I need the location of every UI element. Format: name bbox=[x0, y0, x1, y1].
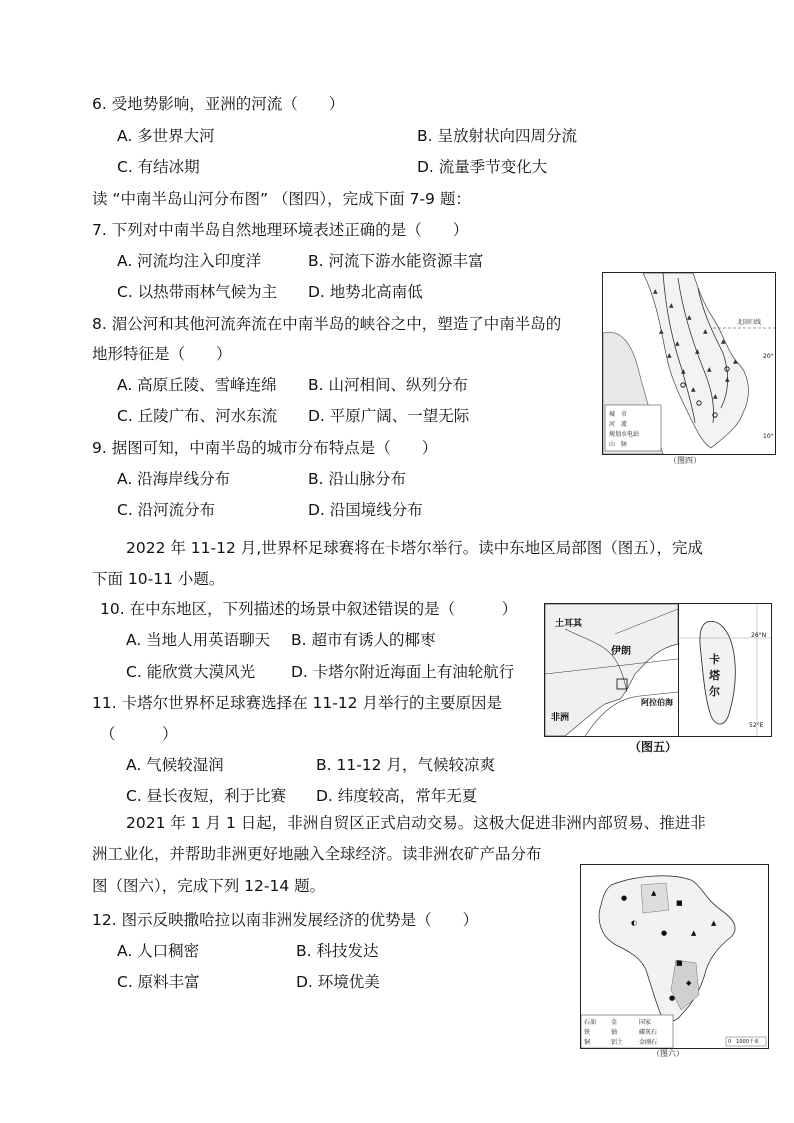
svg-text:▲: ▲ bbox=[691, 929, 697, 937]
svg-text:▲: ▲ bbox=[711, 919, 717, 927]
legend-gold: 金 bbox=[611, 1019, 618, 1026]
q11-stem-cont: （ ） bbox=[100, 725, 178, 743]
q9-option-a: A. 沿海岸线分布 bbox=[117, 470, 231, 488]
legend-city: 城 市 bbox=[609, 411, 628, 418]
turkey-label: 土耳其 bbox=[555, 619, 583, 629]
lat-10-label: 10° bbox=[763, 433, 774, 440]
qatar-label: 卡塔尔 bbox=[709, 653, 720, 698]
legend-diamond: 金刚石 bbox=[639, 1039, 658, 1046]
svg-text:▲: ▲ bbox=[721, 338, 726, 345]
q7-option-c: C. 以热带雨林气候为主 bbox=[117, 283, 278, 301]
svg-text:▲: ▲ bbox=[687, 314, 692, 321]
legend-iron: 铁 bbox=[584, 1029, 591, 1036]
reading-instruction-2-line1: 2022 年 11-12 月,世界杯足球赛将在卡塔尔举行。读中东地区局部图（图五），完成 bbox=[126, 539, 703, 557]
svg-text:●: ● bbox=[669, 994, 676, 1002]
q8-stem-cont: 地形特征是（ ） bbox=[92, 345, 232, 363]
q10-stem: 10. 在中东地区，下列描述的场景中叙述错误的是（ ） bbox=[100, 600, 518, 618]
q8-stem: 8. 湄公河和其他河流奔流在中南半岛的峡谷之中，塑造了中南半岛的 bbox=[92, 315, 562, 333]
svg-text:▲: ▲ bbox=[703, 328, 708, 335]
figure-5-caption: （图五） bbox=[629, 740, 678, 754]
legend-river: 河 流 bbox=[609, 421, 628, 428]
svg-text:●: ● bbox=[661, 929, 668, 937]
svg-text:▲: ▲ bbox=[659, 328, 664, 335]
q12-stem: 12. 图示反映撒哈拉以南非洲发展经济的优势是（ ） bbox=[92, 911, 479, 929]
legend-oil: 石油 bbox=[584, 1019, 597, 1026]
q9-option-c: C. 沿河流分布 bbox=[117, 501, 216, 519]
q6-option-a: A. 多世界大河 bbox=[117, 127, 215, 145]
lon-52e-label: 52°E bbox=[749, 722, 764, 729]
svg-text:▲: ▲ bbox=[653, 288, 658, 295]
svg-text:▲: ▲ bbox=[695, 348, 700, 355]
figure-6-africa-resources-map bbox=[580, 864, 769, 1049]
svg-text:■: ■ bbox=[676, 959, 683, 967]
q11-option-c: C. 昼长夜短，利于比赛 bbox=[126, 787, 287, 805]
legend-mountain: 山 脉 bbox=[609, 441, 628, 448]
svg-text:▲: ▲ bbox=[669, 302, 674, 309]
q10-option-b: B. 超市有诱人的椰枣 bbox=[291, 631, 436, 649]
indochina-map-graphic bbox=[603, 273, 775, 454]
q10-option-c: C. 能欣赏大漠风光 bbox=[126, 663, 256, 681]
svg-text:▲: ▲ bbox=[675, 340, 680, 347]
reading-instruction-1: 读 “中南半岛山河分布图” （图四），完成下面 7-9 题： bbox=[92, 190, 471, 208]
q9-option-b: B. 沿山脉分布 bbox=[308, 470, 406, 488]
q7-option-d: D. 地势北高南低 bbox=[308, 283, 423, 301]
svg-text:▲: ▲ bbox=[651, 889, 657, 897]
q11-option-a: A. 气候较湿润 bbox=[126, 756, 224, 774]
q7-stem: 7. 下列对中南半岛自然地理环境表述正确的是（ ） bbox=[92, 221, 469, 239]
map-scale: 0 1000千米 bbox=[728, 1039, 759, 1045]
q12-option-c: C. 原料丰富 bbox=[117, 973, 200, 991]
legend-country: 国家 bbox=[639, 1019, 652, 1026]
lat-20-label: 20° bbox=[763, 353, 774, 360]
legend-hydro-station: 规划水电站 bbox=[609, 431, 640, 438]
svg-text:▲: ▲ bbox=[713, 393, 718, 400]
svg-text:◆: ◆ bbox=[686, 979, 692, 987]
q8-option-d: D. 平原广阔、一望无际 bbox=[308, 407, 470, 425]
reading-instruction-3-line3: 图（图六），完成下列 12-14 题。 bbox=[92, 877, 326, 895]
q7-option-a: A. 河流均注入印度洋 bbox=[117, 252, 262, 270]
legend-copper: 铜 bbox=[584, 1039, 591, 1046]
svg-text:▲: ▲ bbox=[733, 358, 738, 365]
q8-option-b: B. 山河相间、纵列分布 bbox=[308, 376, 468, 394]
tropic-label: 北回归线 bbox=[737, 319, 762, 326]
iran-label: 伊朗 bbox=[611, 646, 631, 657]
qatar-inset-graphic bbox=[679, 604, 771, 736]
arabian-sea-label: 阿拉伯海 bbox=[641, 698, 673, 707]
svg-text:▲: ▲ bbox=[707, 366, 712, 373]
q12-option-a: A. 人口稠密 bbox=[117, 942, 200, 960]
legend-phosphate: 磷灰石 bbox=[639, 1029, 658, 1036]
q10-option-a: A. 当地人用英语聊天 bbox=[126, 631, 271, 649]
africa-label: 非洲 bbox=[551, 713, 570, 723]
q6-option-b: B. 呈放射状向四周分流 bbox=[417, 127, 577, 145]
svg-text:●: ● bbox=[621, 894, 628, 902]
q6-option-c: C. 有结冰期 bbox=[117, 158, 200, 176]
q6-option-d: D. 流量季节变化大 bbox=[417, 158, 548, 176]
q12-option-b: B. 科技发达 bbox=[296, 942, 379, 960]
q12-option-d: D. 环境优美 bbox=[296, 973, 380, 991]
svg-text:■: ■ bbox=[676, 899, 683, 907]
q10-option-d: D. 卡塔尔附近海面上有油轮航行 bbox=[291, 663, 515, 681]
q6-stem: 6. 受地势影响，亚洲的河流（ ） bbox=[92, 95, 345, 113]
q8-option-a: A. 高原丘陵、雪峰连绵 bbox=[117, 376, 277, 394]
q11-stem: 11. 卡塔尔世界杯足球赛选择在 11-12 月举行的主要原因是 bbox=[92, 694, 502, 712]
figure-4-indochina-map bbox=[602, 272, 776, 455]
q8-option-c: C. 丘陵广布、河水东流 bbox=[117, 407, 278, 425]
reading-instruction-3-line2: 洲工业化，并帮助非洲更好地融入全球经济。读非洲农矿产品分布 bbox=[92, 845, 542, 863]
legend-uranium: 铀 bbox=[611, 1029, 618, 1036]
q11-option-d: D. 纬度较高，常年无夏 bbox=[316, 787, 478, 805]
figure-5-middle-east-map bbox=[544, 603, 679, 737]
reading-instruction-3-line1: 2021 年 1 月 1 日起，非洲自贸区正式启动交易。这极大促进非洲内部贸易、推进非 bbox=[126, 814, 706, 832]
svg-text:▲: ▲ bbox=[681, 368, 686, 375]
africa-map-graphic bbox=[581, 865, 768, 1048]
q7-option-b: B. 河流下游水能资源丰富 bbox=[308, 252, 484, 270]
q9-option-d: D. 沿国境线分布 bbox=[308, 501, 423, 519]
svg-text:▲: ▲ bbox=[691, 386, 696, 393]
legend-bauxite: 铝土 bbox=[611, 1039, 624, 1046]
svg-text:▲: ▲ bbox=[667, 352, 672, 359]
svg-text:▲: ▲ bbox=[725, 376, 730, 383]
reading-instruction-2-line2: 下面 10-11 小题。 bbox=[92, 570, 225, 588]
figure-6-caption: （图六） bbox=[652, 1049, 684, 1058]
figure-5-qatar-inset bbox=[678, 603, 772, 737]
figure-4-caption: （图四） bbox=[669, 456, 701, 465]
svg-text:◐: ◐ bbox=[631, 919, 638, 927]
q9-stem: 9. 据图可知，中南半岛的城市分布特点是（ ） bbox=[92, 439, 438, 457]
q11-option-b: B. 11-12 月，气候较凉爽 bbox=[316, 756, 495, 774]
lat-26n-label: 26°N bbox=[751, 632, 767, 639]
